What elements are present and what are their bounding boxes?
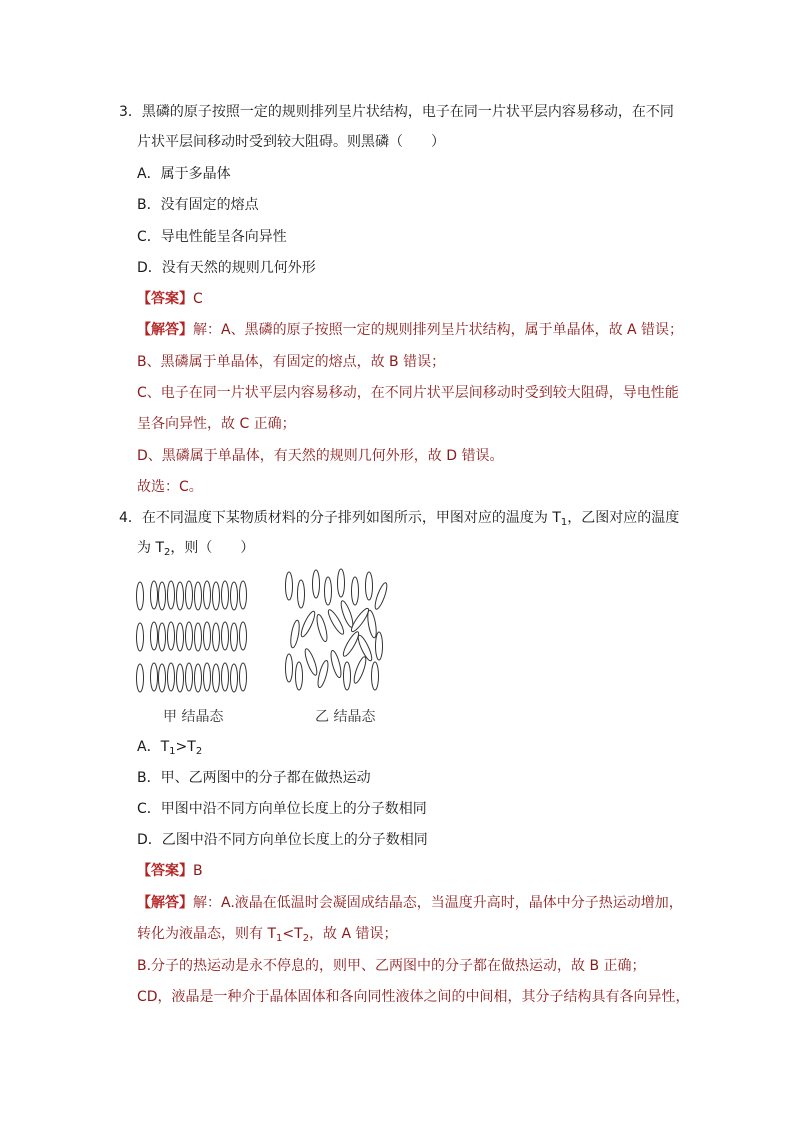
q3-analysis-line5: D、黑磷属于单晶体，有天然的规则几何外形，故 D 错误。 [137, 448, 504, 464]
right-crystal-molecules [286, 569, 390, 690]
q3-analysis-line1 [137, 320, 683, 340]
analysis-tag: 【解答】 [137, 895, 193, 911]
analysis-text: 解：A、黑磷的原子按照一定的规则排列呈片状结构，属于单晶体，故 A 错误； [193, 322, 684, 338]
option-text: >T [175, 739, 196, 755]
subscript: 1 [276, 933, 283, 944]
q3-analysis-line4: 呈各向异性，故 C 正确； [137, 416, 296, 432]
q4-stem-text: 为 T [137, 540, 165, 556]
q3-analysis-line2: B、黑磷属于单晶体，有固定的熔点，故 B 错误； [137, 354, 446, 370]
option-text: A．T [137, 739, 170, 755]
subscript: 2 [164, 547, 171, 558]
q4-analysis-line2 [137, 924, 398, 944]
analysis-tag: 【解答】 [137, 322, 193, 338]
q3-option-b: B．没有固定的熔点 [137, 197, 259, 213]
q4-stem-line2 [137, 538, 254, 558]
subscript: 2 [195, 746, 203, 757]
q3-option-d: D．没有天然的规则几何外形 [137, 260, 316, 276]
figure-left-caption: 甲 结晶态 [163, 709, 224, 725]
analysis-text: 转化为液晶态，则有 T [137, 926, 277, 942]
subscript: 1 [169, 746, 176, 757]
q4-answer [137, 861, 203, 881]
analysis-text: ，故 A 错误； [309, 926, 398, 942]
left-crystal-molecules [137, 581, 247, 692]
q4-stem-line1 [119, 508, 679, 528]
q3-stem-line2: 片状平层间移动时受到较大阻碍。则黑磷（ ） [137, 134, 445, 150]
q4-analysis-line4: CD，液晶是一种介于晶体固体和各向同性液体之间的中间相，其分子结构具有各向异性， [137, 989, 690, 1005]
q4-analysis-line3: B.分子的热运动是永不停息的，则甲、乙两图中的分子都在做热运动，故 B 正确； [137, 958, 646, 974]
q4-option-d: D．乙图中沿不同方向单位长度上的分子数相同 [137, 832, 428, 848]
q4-analysis-line1 [137, 893, 683, 913]
analysis-text: <T [282, 926, 303, 942]
q3-stem-line1: 3．黑磷的原子按照一定的规则排列呈片状结构，电子在同一片状平层内容易移动，在不同 [119, 104, 674, 120]
analysis-text: 解：A.液晶在低温时会凝固成结晶态，当温度升高时，晶体中分子热运动增加， [193, 895, 683, 911]
q4-option-a [137, 737, 202, 757]
q4-stem-text: ，则（ ） [170, 540, 255, 556]
molecule-figure [133, 566, 393, 726]
answer-value: C [193, 291, 203, 307]
subscript: 2 [302, 933, 310, 944]
q3-option-a: A．属于多晶体 [137, 166, 231, 182]
answer-tag: 【答案】 [137, 291, 193, 307]
q3-choice: 故选：C。 [137, 479, 203, 495]
q3-option-c: C．导电性能呈各向异性 [137, 229, 287, 245]
q4-option-c: C．甲图中沿不同方向单位长度上的分子数相同 [137, 801, 427, 817]
q3-answer [137, 289, 203, 309]
q3-analysis-line3: C、电子在同一片状平层内容易移动，在不同片状平层间移动时受到较大阻碍，导电性能 [137, 385, 679, 401]
q4-option-b: B．甲、乙两图中的分子都在做热运动 [137, 770, 371, 786]
subscript: 1 [560, 517, 568, 528]
q4-stem-text: ，乙图对应的温度 [567, 510, 680, 526]
figure-right-caption: 乙 结晶态 [315, 709, 376, 725]
answer-tag: 【答案】 [137, 863, 193, 879]
q4-stem-text: 4．在不同温度下某物质材料的分子排列如图所示，甲图对应的温度为 T [119, 510, 561, 526]
answer-value: B [193, 863, 203, 879]
molecule-diagram [133, 566, 393, 706]
